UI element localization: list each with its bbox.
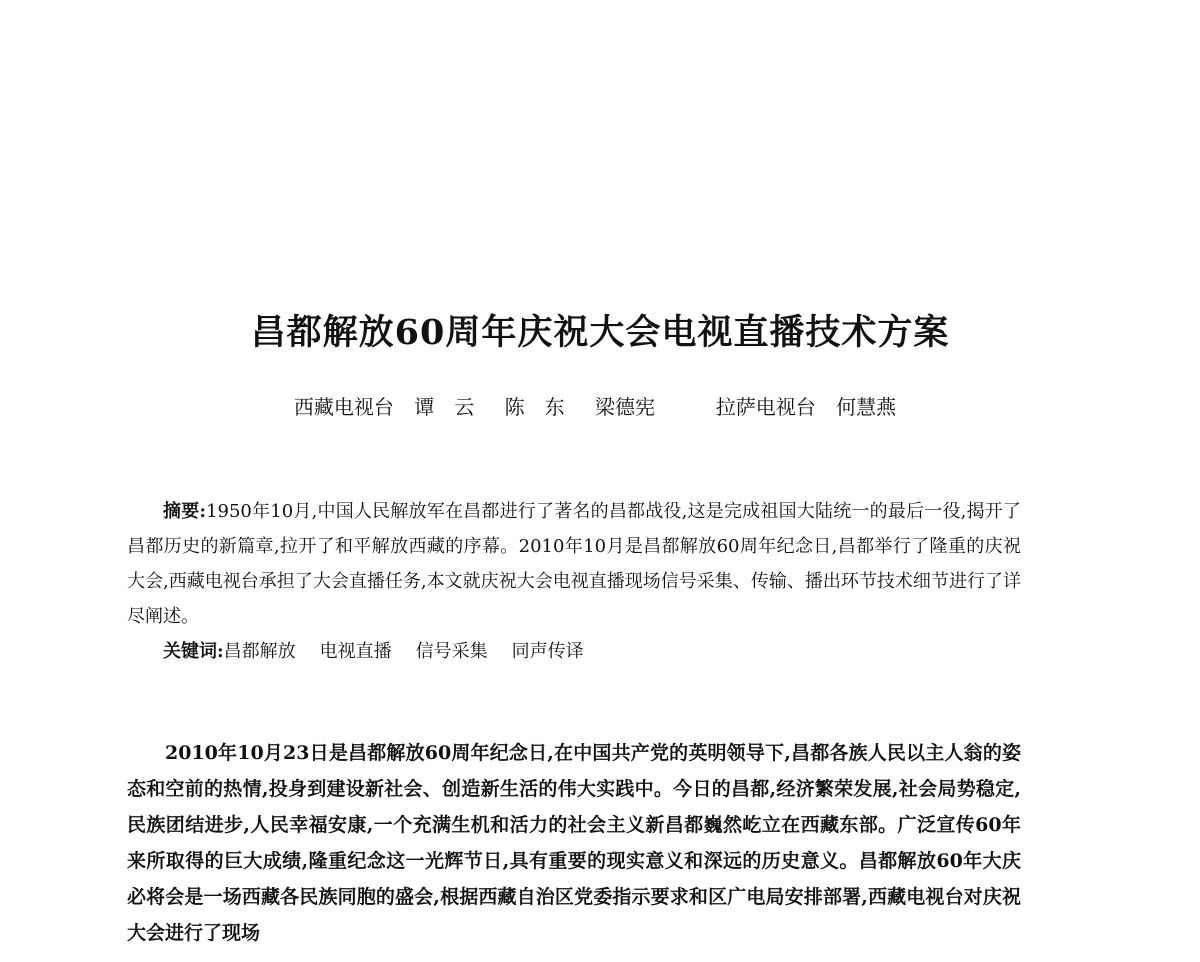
keyword: 同声传译 — [511, 641, 584, 662]
author-line — [0, 391, 1200, 423]
author-name: 陈 东 — [504, 395, 565, 419]
keywords-label: 关键词: — [163, 641, 224, 662]
keyword: 信号采集 — [415, 641, 488, 662]
keywords-line — [127, 634, 1021, 669]
abstract-paragraph — [127, 494, 1021, 634]
affiliation-xizang-tv: 西藏电视台 — [293, 395, 394, 419]
author-name: 谭 云 — [414, 395, 475, 419]
keyword: 昌都解放 — [223, 641, 296, 662]
body-paragraph: 2010年10月23日是昌都解放60周年纪念日,在中国共产党的英明领导下,昌都各族人民以主人翁的姿态和空前的热情,投身到建设新社会、创造新生活的伟大实践中。今日的昌都,经济繁荣发展,社会局势稳定,民族团结进步,人民幸福安康,一个充满生机和活力的社会主义新昌都巍然屹立在西藏东部。广泛宣传60年来所取得的巨大成绩,隆重纪念这一光辉节日,具有重要的现实意义和深远的历史意义。昌都解放60年大庆必将会是一场西藏各民族同胞的盛会,根据西藏自治区党委指示要求和区广电局安排部署,西藏电视台对庆祝大会进行了现场 — [127, 742, 1021, 944]
keyword: 电视直播 — [319, 641, 392, 662]
abstract-text: 1950年10月,中国人民解放军在昌都进行了著名的昌都战役,这是完成祖国大陆统一的最后一役,揭开了昌都历史的新篇章,拉开了和平解放西藏的序幕。2010年10月是昌都解放60周年纪念日,昌都举行了隆重的庆祝大会,西藏电视台承担了大会直播任务,本文就庆祝大会电视直播现场信号采集、传输、播出环节技术细节进行了详尽阐述。 — [127, 501, 1021, 627]
paper-title: 昌都解放60周年庆祝大会电视直播技术方案 — [250, 312, 950, 353]
author-name: 梁德宪 — [595, 395, 655, 419]
author-name: 何慧燕 — [836, 395, 897, 419]
abstract-label: 摘要: — [163, 501, 207, 522]
body-section — [127, 735, 1021, 951]
affiliation-lhasa-tv: 拉萨电视台 — [715, 395, 816, 419]
abstract-section — [127, 494, 1021, 669]
